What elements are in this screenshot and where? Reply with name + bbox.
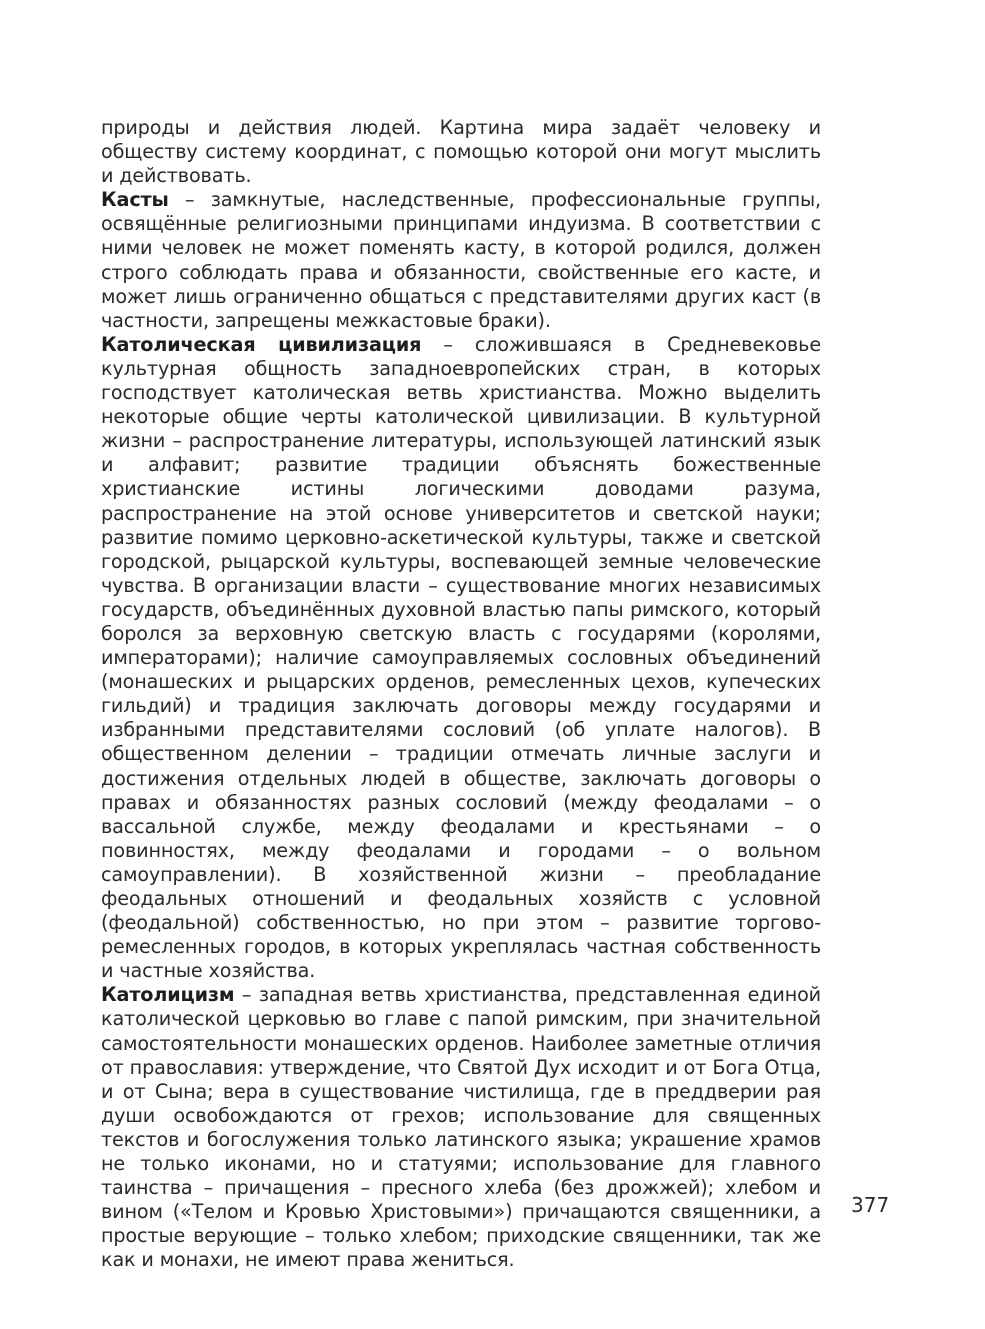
paragraph-kasty xyxy=(101,188,821,333)
term-catholicism: Католицизм xyxy=(101,983,235,1007)
glossary-text xyxy=(101,116,821,1273)
paragraph-catholicism xyxy=(101,983,821,1272)
paragraph-catholic-civilization xyxy=(101,333,821,984)
definition-catholic-civilization: – сложившаяся в Средневековье культурная общность западноевропейских стран, в которых господствует католическая ветвь христианства. Можно выделить некоторые общие черты католической цивилизации. В культурной жизни – распространение литературы, использующей латинский язык и алфавит; развитие традиции объяснять божественные христианские истины логическими доводами разума, распространение на этой основе университетов и светской науки; развитие помимо церковно-аскетической культуры, также и светской городской, рыцарской культуры, воспевающей земные человеческие чувства. В организации власти – существование многих независимых государств, объединённых духовной властью папы римского, который боролся за верховную светскую власть с государями (королями, императорами); наличие самоуправляемых сословных объединений (монашеских и рыцарских орденов, ремесленных цехов, купеческих гильдий) и традиция заключать договоры между государями и избранными представителями сословий (об уплате налогов). В общественном делении – традиции отмечать личные заслуги и достижения отдельных людей в обществе, заключать договоры о правах и обязанностях разных сословий (между феодалами – о вассальной службе, между феодалами и крестьянами – о повинностях, между феодалами и городами – о вольном самоуправлении). В хозяйственной жизни – преобладание феодальных отношений и феодальных хозяйств с условной (феодальной) собственностью, но при этом – развитие торгово-ремесленных городов, в которых укреплялась частная собственность и частные хозяйства. xyxy=(101,332,821,983)
paragraph-continuation xyxy=(101,116,821,188)
page-number: 377 xyxy=(851,1193,890,1217)
definition-kasty: – замкнутые, наследственные, профессиональные группы, освящённые религиозными принципами индуизма. В соответствии с ними человек не может поменять касту, в которой родился, должен строго соблюдать права и обязанности, свойственные его касте, и может лишь ограниченно общаться с представителями других каст (в частности, запрещены межкастовые браки). xyxy=(101,188,821,332)
paragraph-text: природы и действия людей. Картина мира задаёт человеку и обществу систему координат, с помощью которой они могут мыслить и действовать. xyxy=(101,116,821,188)
term-catholic-civilization: Католическая цивилизация xyxy=(101,332,422,356)
definition-catholicism: – западная ветвь христианства, представленная единой католической церковью во главе с папой римским, при значительной самостоятельности монашеских орденов. Наиболее заметные отличия от православия: утверждение, что Святой Дух исходит и от Бога Отца, и от Сына; вера в существование чистилища, где в преддверии рая души освобождаются от грехов; использование для священных текстов и богослужения только латинского языка; украшение храмов не только иконами, но и статуями; использование для главного таинства – причащения – пресного хлеба (без дрожжей); хлебом и вином («Телом и Кровью Христовыми») причащаются священники, а простые верующие – только хлебом; приходские священники, так же как и монахи, не имеют права жениться. xyxy=(101,983,821,1272)
term-kasty: Касты xyxy=(101,188,169,212)
